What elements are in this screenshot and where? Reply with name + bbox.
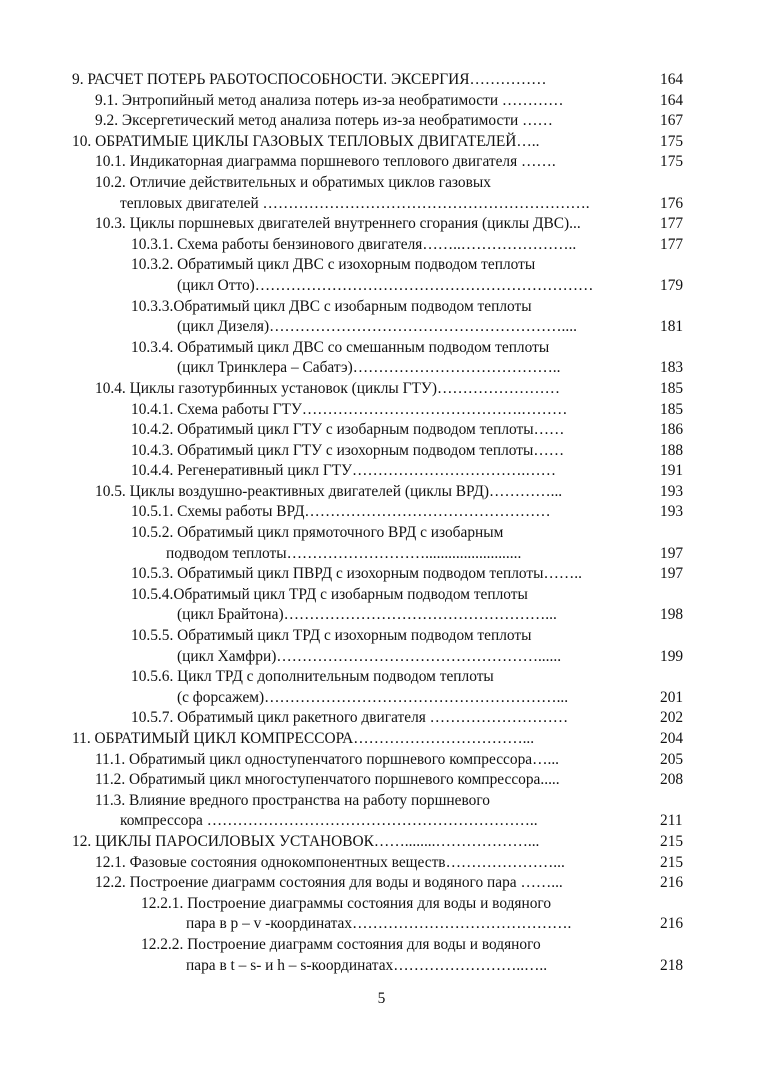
- toc-entry-title: 10.4.2. Обратимый цикл ГТУ с изобарным подводом теплоты……: [131, 421, 565, 439]
- toc-entry: [0, 626, 763, 667]
- toc-entry-page: 218: [660, 956, 684, 974]
- toc-entry-page: 181: [660, 318, 684, 336]
- toc-entry-title: 10.3.3.Обратимый цикл ДВС с изобарным подводом теплоты: [131, 297, 532, 315]
- toc-entry: [0, 441, 763, 462]
- toc-entry-page: 185: [660, 400, 684, 418]
- toc-entry-title: 10.1. Индикаторная диаграмма поршневого теплового двигателя …….: [95, 153, 556, 171]
- toc-entry: [0, 708, 763, 729]
- toc-entry-title-continuation: тепловых двигателей ……………………………………………………….: [120, 194, 590, 212]
- toc-entry: [0, 461, 763, 482]
- toc-entry: [0, 235, 763, 256]
- toc-entry-page: 193: [660, 482, 684, 500]
- toc-entry-title-continuation: (цикл Дизеля)…………………………………………………....: [177, 318, 577, 336]
- toc-entry-title: 10.4.4. Регенеративный цикл ГТУ…………………………….……: [131, 462, 556, 480]
- toc-entry-page: 179: [660, 276, 684, 294]
- toc-entry-title: 10. ОБРАТИМЫЕ ЦИКЛЫ ГАЗОВЫХ ТЕПЛОВЫХ ДВИГАТЕЛЕЙ…..: [72, 132, 540, 150]
- toc-entry-title-continuation: (цикл Тринклера – Сабатэ)…………………………………..: [177, 359, 561, 377]
- toc-entry-title: 9. РАСЧЕТ ПОТЕРЬ РАБОТОСПОСОБНОСТИ. ЭКСЕРГИЯ……………: [72, 71, 547, 88]
- toc-entry-title: 12.2.2. Построение диаграмм состояния для воды и водяного: [141, 935, 541, 953]
- toc-entry-title: 12.2.1. Построение диаграммы состояния для воды и водяного: [141, 894, 552, 912]
- toc-entry-page: 164: [660, 91, 684, 109]
- toc-entry: [0, 935, 763, 976]
- toc-entry: [0, 400, 763, 421]
- toc-entry: [0, 132, 763, 153]
- toc-entry-title: 10.4.1. Схема работы ГТУ…………………………………….………: [131, 400, 568, 418]
- toc-entry: [0, 338, 763, 379]
- toc-entry-title: 10.3.1. Схема работы бензинового двигателя……..…………………..: [131, 235, 577, 253]
- toc-entry: [0, 379, 763, 400]
- toc-entry-page: 175: [660, 153, 684, 171]
- toc-entry-title: 10.3. Циклы поршневых двигателей внутреннего сгорания (циклы ДВС)...: [95, 215, 581, 233]
- toc-entry: [0, 297, 763, 338]
- toc-entry-title: 11. ОБРАТИМЫЙ ЦИКЛ КОМПРЕССОРА……………………………...: [72, 730, 535, 747]
- toc-entry-title: 10.5. Циклы воздушно-реактивных двигателей (циклы ВРД)…………...: [95, 482, 563, 500]
- toc-entry-page: 197: [660, 544, 684, 562]
- toc-entry-page: 175: [660, 132, 684, 150]
- toc-entry-title: 10.3.2. Обратимый цикл ДВС с изохорным подводом теплоты: [131, 256, 536, 274]
- toc-entry-title: 10.4.3. Обратимый цикл ГТУ с изохорным подводом теплоты……: [131, 441, 565, 459]
- toc-entry: [0, 111, 763, 132]
- toc-entry-page: 216: [660, 915, 684, 933]
- toc-entry-page: 188: [660, 441, 684, 459]
- toc-entry-title-continuation: (цикл Хамфри)……………………………………………......: [177, 647, 562, 665]
- toc-entry-page: 177: [660, 235, 684, 253]
- toc-entry-title: 10.5.1. Схемы работы ВРД…………………………………………: [131, 503, 551, 521]
- toc-entry: [0, 585, 763, 626]
- toc-entry: [0, 152, 763, 173]
- toc-entry-title: 11.3. Влияние вредного пространства на работу поршневого: [95, 791, 490, 809]
- toc-entry-title: 11.1. Обратимый цикл одноступенчатого поршневого компрессора…...: [95, 750, 560, 768]
- toc-entry-title: 12.1. Фазовые состояния однокомпонентных веществ…………………...: [95, 853, 565, 871]
- toc-entry-page: 183: [660, 359, 684, 377]
- toc-entry: [0, 214, 763, 235]
- toc-entry-title: 10.5.6. Цикл ТРД с дополнительным подводом теплоты: [131, 668, 494, 686]
- toc-entry-page: 204: [660, 730, 684, 747]
- toc-entry: [0, 482, 763, 503]
- toc-entry: [0, 91, 763, 112]
- toc-entry: [0, 729, 763, 750]
- toc-entry-page: 208: [660, 771, 684, 789]
- toc-entry-title: 10.5.4.Обратимый цикл ТРД с изобарным подводом теплоты: [131, 585, 528, 603]
- toc-entry-page: 176: [660, 194, 684, 212]
- toc-entry: [0, 750, 763, 771]
- toc-entry-page: 164: [660, 71, 684, 88]
- toc-entry: [0, 770, 763, 791]
- table-of-contents: [0, 70, 763, 976]
- page-number: 5: [377, 990, 386, 1007]
- toc-entry: [0, 853, 763, 874]
- toc-entry: [0, 70, 763, 91]
- toc-entry-title-continuation: (цикл Брайтона)……………………………………………...: [177, 606, 557, 624]
- toc-entry-page: 197: [660, 565, 684, 583]
- toc-entry-page: 202: [660, 709, 684, 727]
- toc-entry-page: 186: [660, 421, 684, 439]
- toc-entry-page: 191: [660, 462, 684, 480]
- toc-entry-title-continuation: пара в t – s- и h – s-координатах……………………..…..: [186, 956, 548, 974]
- toc-entry-title: 10.2. Отличие действительных и обратимых циклов газовых: [95, 173, 491, 191]
- toc-entry-page: 198: [660, 606, 684, 624]
- toc-entry-page: 193: [660, 503, 684, 521]
- toc-entry-title: 12.2. Построение диаграмм состояния для воды и водяного пара ……...: [95, 874, 563, 892]
- toc-entry: [0, 173, 763, 214]
- toc-entry: [0, 523, 763, 564]
- toc-entry: [0, 894, 763, 935]
- toc-entry-title: 10.5.5. Обратимый цикл ТРД с изохорным подводом теплоты: [131, 627, 532, 645]
- toc-entry-page: 177: [660, 215, 684, 233]
- toc-entry: [0, 420, 763, 441]
- toc-entry: [0, 502, 763, 523]
- toc-entry-title: 9.2. Эксергетический метод анализа потерь из-за необратимости ……: [95, 112, 553, 130]
- toc-entry-page: 215: [660, 853, 684, 871]
- toc-entry-title: 10.5.7. Обратимый цикл ракетного двигателя ………………………: [131, 709, 569, 727]
- toc-entry-page: 216: [660, 874, 684, 892]
- toc-entry-page: 211: [660, 812, 683, 830]
- toc-entry-title-continuation: (цикл Отто)…………………………………………………………: [177, 276, 594, 294]
- toc-entry-title: 11.2. Обратимый цикл многоступенчатого поршневого компрессора.....: [95, 771, 560, 789]
- toc-entry-title-continuation: компрессора ………………………………………………………..: [120, 812, 538, 830]
- toc-entry-title-continuation: подводом теплоты……………………….........................: [166, 544, 522, 562]
- toc-entry: [0, 873, 763, 894]
- toc-entry-title: 10.5.3. Обратимый цикл ПВРД с изохорным подводом теплоты……..: [131, 565, 582, 583]
- toc-entry-page: 185: [660, 379, 684, 397]
- toc-entry-page: 199: [660, 647, 684, 665]
- toc-entry-title: 10.3.4. Обратимый цикл ДВС со смешанным подводом теплоты: [131, 338, 550, 356]
- toc-entry-title-continuation: (с форсажем)…………………………………………………...: [177, 688, 569, 706]
- toc-entry-page: 215: [660, 832, 684, 850]
- toc-entry: [0, 791, 763, 832]
- toc-entry-page: 201: [660, 688, 684, 706]
- toc-entry-page: 205: [660, 750, 684, 768]
- toc-entry: [0, 255, 763, 296]
- toc-entry-title: 9.1. Энтропийный метод анализа потерь из-за необратимости …………: [95, 91, 564, 109]
- toc-entry-title-continuation: пара в p – v -координатах…………………………………….: [186, 915, 572, 933]
- toc-entry-title: 10.5.2. Обратимый цикл прямоточного ВРД с изобарным: [131, 524, 504, 542]
- toc-entry-title: 12. ЦИКЛЫ ПАРОСИЛОВЫХ УСТАНОВОК……........………………...: [72, 832, 540, 850]
- toc-entry: [0, 564, 763, 585]
- toc-entry-title: 10.4. Циклы газотурбинных установок (циклы ГТУ)……………………: [95, 379, 561, 397]
- toc-entry: [0, 667, 763, 708]
- toc-entry: [0, 832, 763, 853]
- toc-entry-page: 167: [660, 112, 684, 130]
